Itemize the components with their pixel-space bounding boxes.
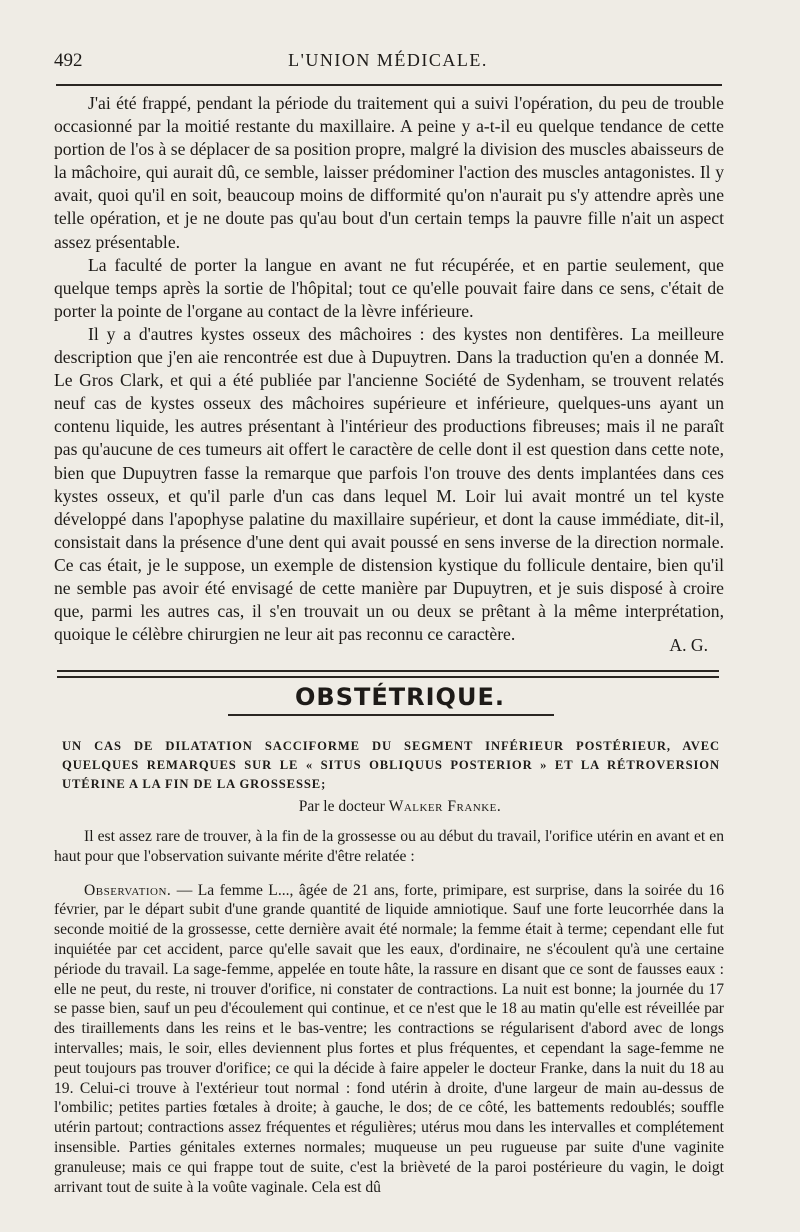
article-intro: Il est assez rare de trouver, à la fin de la grossesse ou au début du travail, l'orifice utérin en avant et en haut pour que l'observation suivante mérite d'être relatée : [54,828,724,865]
byline-prefix: Par le docteur [298,798,389,815]
observation-paragraph [54,881,724,1198]
paragraph: La faculté de porter la langue en avant ne fut récupérée, et en partie seulement, que quelque temps après la sortie de l'hôpital; tout ce qu'elle pouvait faire dans ce sens, c'était de porter la pointe de l'organe au contact de la lèvre inférieure. [54,254,724,321]
section-divider [57,676,719,678]
page-number: 492 [54,50,83,71]
article-title: UN CAS DE DILATATION SACCIFORME DU SEGMENT INFÉRIEUR POSTÉRIEUR, AVEC QUELQUES REMARQUES SUR LE « SITUS OBLIQUUS POSTERIOR » ET LA RÉTROVERSION UTÉRINE A LA FIN DE LA GROSSESSE; [62,739,720,791]
continued-article [54,92,724,646]
section-heading: OBSTÉTRIQUE. [295,683,505,711]
running-title: L'UNION MÉDICALE. [288,50,488,70]
observation-text: — La femme L..., âgée de 21 ans, forte, primipare, est surprise, dans la soirée du 16 février, par le départ subit d'une grande quantité de liquide amniotique. Sauf une forte leucorrhée dans la seconde moitié de la grossesse, cette dernière avait été normale; la femme était à terme; cependant elle fut inquiétée par cet accident, parce qu'elle savait que les eaux, d'ordinaire, ne s'écoulent qu'à une certaine période du travail. La sage-femme, appelée en toute hâte, la rassure en disant que ce sont de fausses eaux : elle ne peut, du reste, ni trouver d'orifice, ni constater de contractions. La nuit est bonne; la journée du 17 se passe bien, sauf un peu d'écoulement qui continue, et ce n'est que le 18 au matin qu'elle est réveillée par des tiraillements dans les reins et le bas-ventre; les contractions se régularisent d'abord avec de longs intervalles; mais, le soir, elles deviennent plus fortes et plus fréquentes, et cependant la sage-femme ne peut toujours pas trouver d'orifice; ce qui la décide à faire appeler le docteur Franke, dans la nuit du 18 au 19. Celui-ci trouve à l'extérieur tout normal : fond utérin à droite, d'une largeur de main au-dessus de l'ombilic; petites parties fœtales à droite; à gauche, le dos; de ce côté, les battements redoublés; souffle utérin partout; contractions assez fréquentes et régulières; utérus mou dans les intervalles et complétement insensible. Parties génitales externes normales; muqueuse un peu rugueuse par suite d'une vaginite granuleuse; mais ce qui frappe tout de suite, c'est la brièveté de la paroi postérieure du vagin, le doigt arrivant tout de suite à la voûte vaginale. Cela est dû [54,881,724,1196]
heading-underline [228,714,554,716]
byline [0,798,800,816]
page-header [54,50,722,74]
article-body [54,827,724,1197]
author-initials: A. G. [669,635,708,655]
section-divider [57,670,719,672]
header-rule [56,84,722,86]
byline-author: Walker Franke. [388,798,502,815]
observation-label: Observation. [84,881,172,899]
paragraph: Il y a d'autres kystes osseux des mâchoires : des kystes non dentifères. La meilleure description que j'en aie rencontrée est due à Dupuytren. Dans la traduction qu'en a donnée M. Le Gros Clark, et qui a été publiée par l'ancienne Société de Sydenham, se trouvent relatés neuf cas de kystes osseux des mâchoires supérieure et inférieure, quelques-uns ayant un contenu liquide, les autres présentant à l'intérieur des productions fibreuses; mais il ne paraît pas qu'aucune de ces tumeurs ait offert le caractère de celle dont il est question dans cette note, bien que Dupuytren fasse la remarque que parfois l'on trouve des dents implantées dans ces kystes osseux, et qu'il parle d'un cas dans lequel M. Loir lui avait montré un tel kyste développé dans l'apophyse palatine du maxillaire supérieur, et dont la cause immédiate, dit-il, consistait dans la présence d'une dent qui avait poussé en sens inverse de la direction normale. Ce cas était, je le suppose, un exemple de distension kystique du follicule dentaire, bien qu'il ne semble pas avoir été envisagé de cette manière par Dupuytren, et je suis disposé à croire que, parmi les autres cas, il s'en trouvait un ou deux se prêtant à la même interprétation, quoique le célèbre chirurgien ne leur ait pas reconnu ce caractère. [54,323,724,645]
paragraph: J'ai été frappé, pendant la période du traitement qui a suivi l'opération, du peu de trouble occasionné par la moitié restante du maxillaire. A peine y a-t-il eu quelque tendance de cette portion de l'os à se déplacer de sa position propre, malgré la division des muscles abaisseurs de la mâchoire, qui aurait dû, ce semble, laisser prédominer l'action des muscles antagonistes. Il y avait, quoi qu'il en soit, beaucoup moins de difformité qu'on n'aurait pu s'y attendre après une telle opération, et je ne doute pas qu'au bout d'un certain temps la pauvre fille n'ait un aspect assez présentable. [54,93,724,252]
